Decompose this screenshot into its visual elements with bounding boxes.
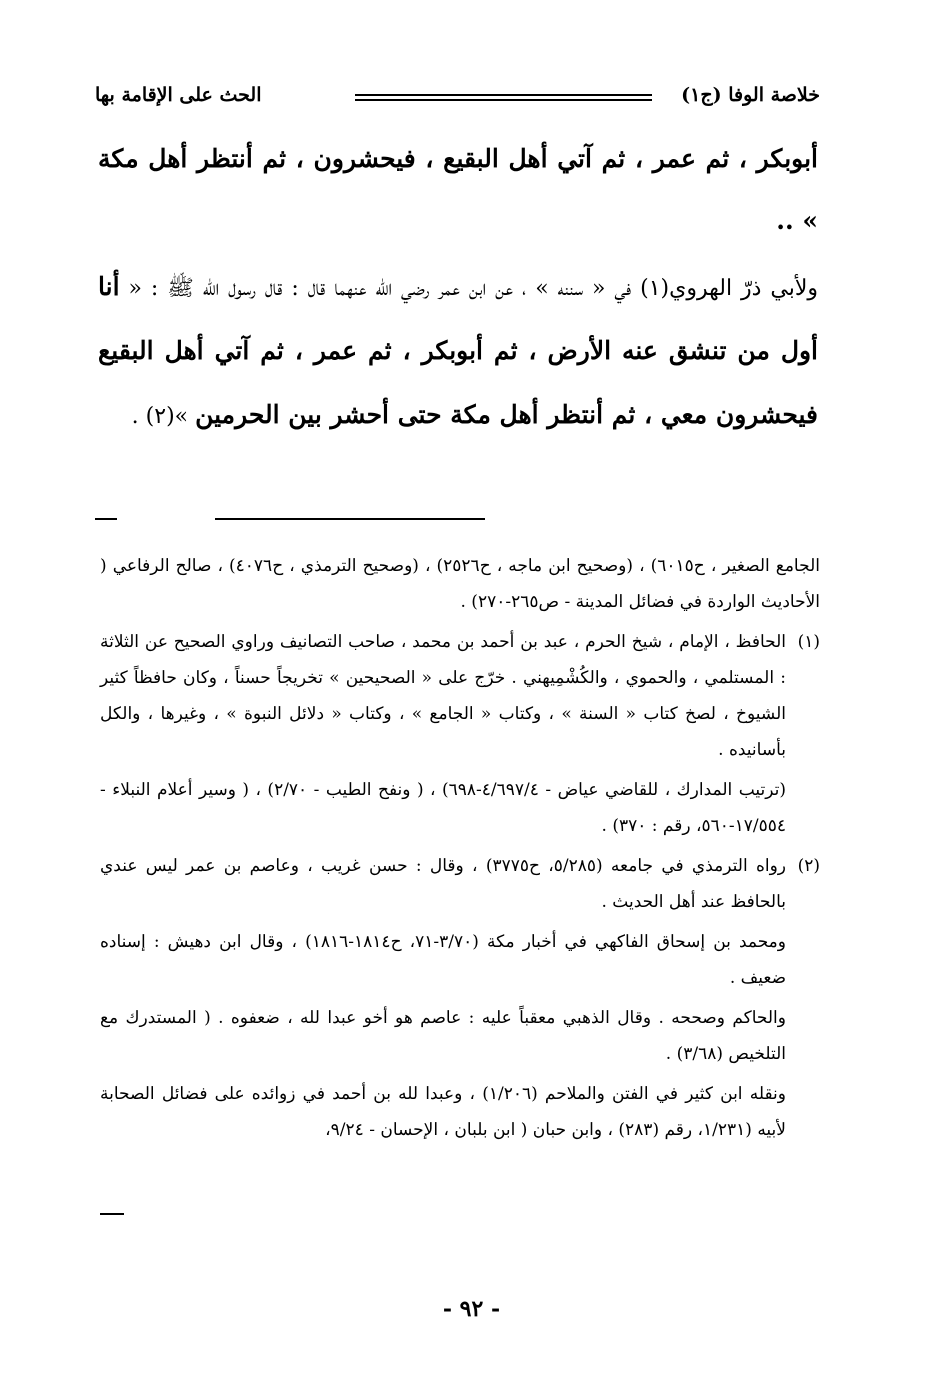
footnote-2-text: رواه الترمذي في جامعه (٥/٢٨٥، ح٣٧٧٥) ، وقال : حسن غريب ، وعاصم بن عمر ليس عندي بالحافظ عند أهل الحديث .	[100, 856, 786, 912]
footnote-1	[100, 624, 820, 768]
separator-line	[215, 518, 485, 520]
main-text	[98, 128, 818, 448]
header-rule	[355, 94, 652, 101]
footnote-2-para-2	[100, 924, 820, 996]
footnote-separator	[95, 518, 815, 528]
footnote-2-para-3	[100, 1000, 820, 1072]
footnote-2	[100, 848, 820, 920]
footnote-2-para-4-text: ونقله ابن كثير في الفتن والملاحم (١/٢٠٦) ، وعبدا لله بن أحمد في زوائده على فضائل الصحابة لأبيه (١/٢٣١، رقم (٢٨٣) ، وابن حبان ( ابن بلبان ، الإحسان - ٩/٢٤،	[100, 1084, 786, 1140]
footnotes	[100, 548, 820, 1152]
footnote-2-para-2-text: ومحمد بن إسحاق الفاكهي في أخبار مكة (٣/٧٠-٧١، ح١٨١٤-١٨١٦) ، وقال ابن دهيش : إسناده ضعيف .	[100, 932, 786, 988]
footnote-1-text: الحافظ ، الإمام ، شيخ الحرم ، عبد بن أحمد بن محمد ، صاحب التصانيف وراوي الصحيح عن الثلاثة : المستلمي ، والحموي ، والكُشْمِيهني . خرّج على « الصحيحين » تخريجاً حسناً ، وكان حافظاً كثير الشيوخ ، لصخ كتاب « السنة » ، وكتاب « الجامع » ، وكتاب « دلائل النبوة » ، وغيرها ، والكل بأسانيده .	[100, 632, 786, 760]
book-title: خلاصة الوفا (ج١)	[681, 84, 820, 106]
footnote-end-mark	[100, 1213, 124, 1215]
footnote-continuation: الجامع الصغير ، ح٦٠١٥) ، (وصحيح ابن ماجه ، ح٢٥٢٦) ، (وصحيح الترمذي ، ح٤٠٧٦) ، صالح الرفاعي ( الأحاديث الواردة في فضائل المدينة - ص٢٦٥-٢٧٠) .	[100, 556, 820, 612]
paragraph-2-end: »(٢) .	[131, 404, 196, 429]
chapter-title: الحث على الإقامة بها	[95, 84, 262, 106]
separator-dash	[95, 518, 117, 520]
running-header	[95, 82, 820, 112]
page-number: - ٩٢ -	[442, 1296, 501, 1322]
footnote-2-number: (٢)	[797, 856, 820, 876]
footnote-1-number: (١)	[797, 632, 820, 652]
footnote-1-source-text: (ترتيب المدارك ، للقاضي عياض - ٤/٦٩٧/٤-٦٩٨) ، ( ونفح الطيب - ٢/٧٠) ، ( وسير أعلام النبلاء - ١٧/٥٥٤-٥٦٠، رقم : ٣٧٠) .	[100, 780, 786, 836]
paragraph-2	[98, 256, 818, 448]
footnote-2-para-4	[100, 1076, 820, 1148]
hadith-quote: أنا أول من تنشق عنه الأرض ، ثم أبوبكر ، ثم عمر ، ثم آتي أهل البقيع فيحشرون معي ، ثم أنتظر أهل مكة حتى أحشر بين الحرمين	[98, 272, 818, 429]
footnote-1-source	[100, 772, 820, 844]
paragraph-2-intro: ولأبي ذرّ الهروي(١) في « سننه » ، عن ابن عمر رضي الله عنهما قال : قال رسول الله ﷺ : «	[119, 276, 818, 301]
footnote-2-para-3-text: والحاكم وصححه . وقال الذهبي معقباً عليه : عاصم هو أخو عبدا لله ، ضعفوه . ( المستدرك مع التلخيص (٣/٦٨) .	[100, 1008, 786, 1064]
paragraph-1: أبوبكر ، ثم عمر ، ثم آتي أهل البقيع ، فيحشرون ، ثم أنتظر أهل مكة » ..	[98, 144, 818, 235]
